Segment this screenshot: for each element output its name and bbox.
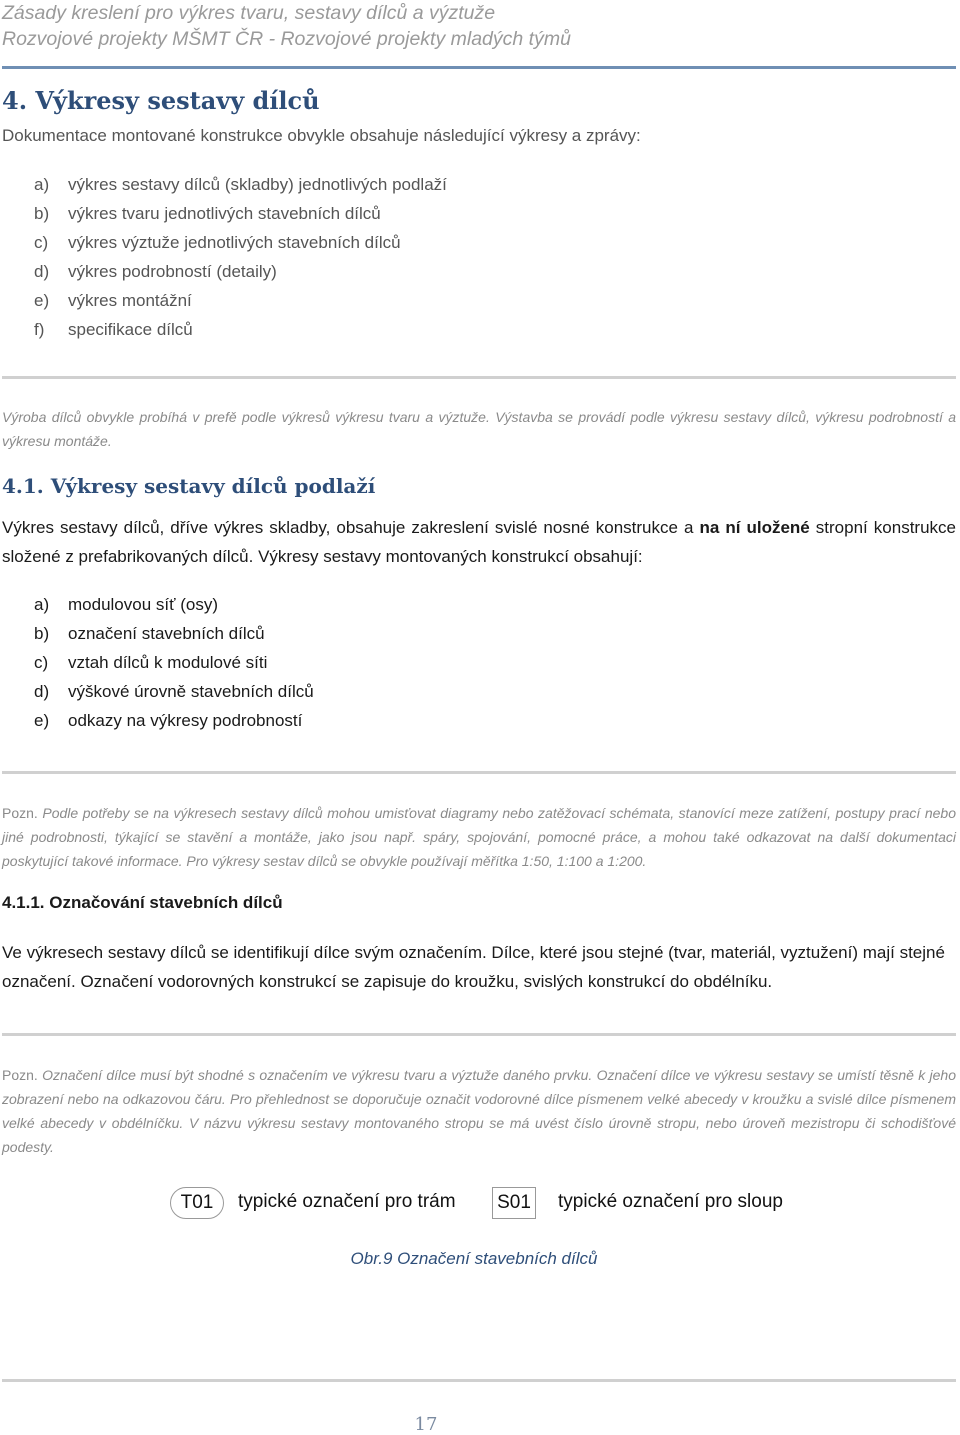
list-item: d) výkres podrobností (detaily) <box>34 262 277 281</box>
page-number: 17 <box>414 1414 438 1435</box>
section-4-intro: Dokumentace montované konstrukce obvykle obsahuje následující výkresy a zprávy: <box>2 126 641 145</box>
list-item: e) výkres montážní <box>34 291 192 310</box>
column-label-box: S01 <box>492 1187 536 1219</box>
header-line-1: Zásady kreslení pro výkres tvaru, sestavy dílců a výztuže <box>2 2 496 24</box>
list-item: a) výkres sestavy dílců (skladby) jednotlivých podlaží <box>34 175 447 194</box>
section-4-title: 4. Výkresy sestavy dílců <box>2 86 320 115</box>
list-item: b) označení stavebních dílců <box>34 624 265 643</box>
section-4-1-note: Pozn. Podle potřeby se na výkresech sestavy dílců mohou umisťovat diagramy nebo zatěžovací schémata, stanovící meze zatížení, postupy prací nebo jiné podrobnosti, týkající se stavění a montáže, jako jsou např. spáry, spojování, pomocné práce, a mohou také odkazovat na další dokumentaci poskytující takové informace. Pro výkresy sestav dílců se obvykle používají měřítka 1:50, 1:100 a 1:200. <box>2 805 957 869</box>
section-4-1-list <box>34 590 314 735</box>
list-item: a) modulovou síť (osy) <box>34 595 218 614</box>
list-item: c) výkres výztuže jednotlivých stavebních dílců <box>34 233 401 252</box>
section-4-1-1-paragraph: Ve výkresech sestavy dílců se identifikují dílce svým označením. Dílce, které jsou stejné (tvar, materiál, vyztužení) mají stejné označení. Označení vodorovných konstrukcí se zapisuje do kroužku, svislých konstrukcí do obdélníku. <box>2 943 945 991</box>
section-4-list <box>34 170 447 344</box>
footer-rule <box>2 1379 956 1382</box>
figure-caption: Obr.9 Označení stavebních dílců <box>350 1249 598 1268</box>
beam-label-oval: T01 <box>170 1187 224 1219</box>
divider <box>2 771 956 774</box>
divider <box>2 1033 956 1036</box>
list-item: f) specifikace dílců <box>34 320 193 339</box>
section-4-1-title: 4.1. Výkresy sestavy dílců podlaží <box>2 474 376 498</box>
list-item: d) výškové úrovně stavebních dílců <box>34 682 314 701</box>
column-label-text: typické označení pro sloup <box>558 1191 783 1212</box>
section-4-1-1-title: 4.1.1. Označování stavebních dílců <box>2 893 283 912</box>
list-item: b) výkres tvaru jednotlivých stavebních dílců <box>34 204 381 223</box>
section-4-1-1-note: Pozn. Označení dílce musí být shodné s označením ve výkresu tvaru a výztuže daného prvku. Označení dílce ve výkresu sestavy se umístí těsně k jeho zobrazení nebo na odkazovou čáru. Pro přehlednost se doporučuje označit vodorovné dílce písmenem velké abecedy v kroužku a svislé dílce písmenem velké abecedy v obdélníčku. V názvu výkresu sestavy montovaného stropu se má uvést číslo úrovně stropu, nebo úroveň mezistropu či schodišťové podesty. <box>2 1067 956 1155</box>
header-line-2: Rozvojové projekty MŠMT ČR - Rozvojové projekty mladých týmů <box>2 28 571 50</box>
section-4-1-paragraph: Výkres sestavy dílců, dříve výkres skladby, obsahuje zakreslení svislé nosné konstrukce a na ní uložené stropní konstrukce složené z prefabrikovaných dílců. Výkresy sestavy montovaných konstrukcí obsahují: <box>2 518 956 566</box>
list-item: e) odkazy na výkresy podrobností <box>34 711 303 730</box>
running-header <box>2 0 571 52</box>
divider <box>2 376 956 379</box>
section-4-note: Výroba dílců obvykle probíhá v prefě podle výkresů výkresu tvaru a výztuže. Výstavba se provádí podle výkresu sestavy dílců, výkresu podrobností a výkresu montáže. <box>2 409 956 449</box>
list-item: c) vztah dílců k modulové síti <box>34 653 268 672</box>
beam-label-text: typické označení pro trám <box>238 1191 456 1212</box>
header-rule <box>2 66 956 69</box>
